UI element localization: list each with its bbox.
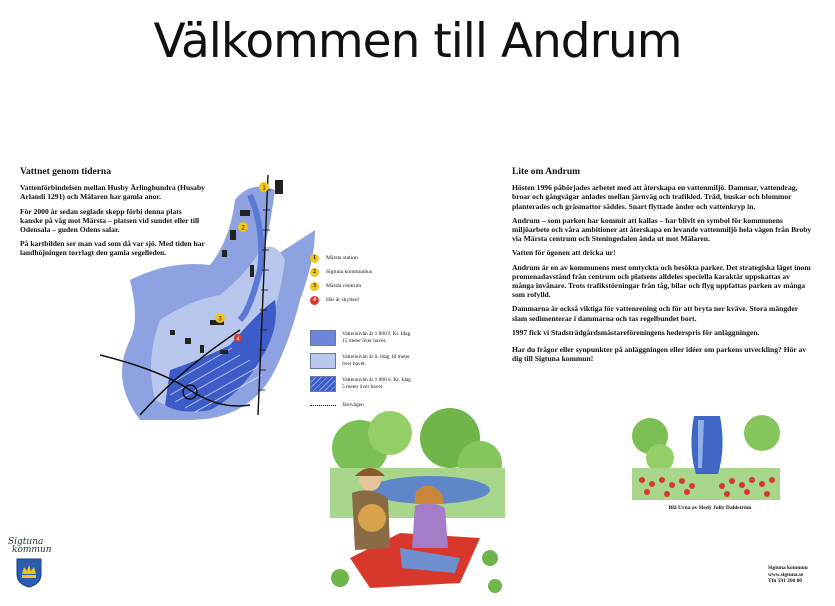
contact-info: [768, 565, 808, 585]
logo-line-1: Sigtuna: [8, 537, 44, 547]
water-swatch: [310, 330, 336, 346]
svg-text:1: 1: [262, 185, 266, 192]
marker-label: Märsta station: [326, 255, 358, 261]
water-label: Vattennivån år 0. Idag 10 meter över havet.: [342, 354, 410, 367]
historical-map: [100, 170, 410, 420]
svg-text:3: 3: [218, 316, 222, 323]
marker-2-icon: 2: [310, 268, 319, 277]
marker-label: Märsta centrum: [326, 283, 362, 289]
marker-4-icon: 4: [310, 296, 319, 305]
page-title: Välkommen till Andrum: [153, 14, 682, 69]
about-paragraph: 1997 fick vi Stadsträdgårdsmästareföreningens hederspris för anläggningen.: [512, 327, 760, 337]
marker-label: Här är skylten!: [326, 297, 360, 303]
about-section: [512, 168, 812, 368]
legend-water-1000bc: [310, 330, 414, 346]
legend-marker-2: [310, 268, 372, 277]
marker-3-icon: 3: [310, 282, 319, 291]
marker-1-icon: 1: [310, 254, 319, 263]
about-heading: Lite om Andrum: [512, 167, 581, 177]
water-label: Vattennivån år 1 000 f. Kr. Idag 15 meter över havet.: [342, 331, 411, 344]
history-paragraph: För 2000 år sedan seglade skepp förbi denna plats kanske på väg mot Märsta – platsen vid sundet eller till Odensala – guden Odens salar.: [20, 206, 200, 235]
railway-label: Järnvägen: [342, 402, 364, 408]
sculpture-illustration: [632, 408, 780, 500]
legend-water-year0: [310, 353, 414, 369]
about-paragraph: Har du frågor eller synpunkter på anläggningen eller idéer om parkens utveckling? Hör av dig till Sigtuna kommun!: [512, 345, 807, 364]
water-label: Vattennivån år 1 000 e. Kr. Idag 5 meter över havet.: [342, 377, 411, 390]
logo-line-2: kommun: [12, 545, 52, 555]
contact-website: www.sigtuna.se: [768, 571, 804, 578]
svg-text:4: 4: [236, 336, 240, 343]
history-paragraph: Vattenförbindelsen mellan Husby Ärlinghundra (Husaby Arlandi 1291) och Mälaren har gamla anor.: [20, 183, 205, 202]
contact-org: Sigtuna kommun: [768, 565, 808, 571]
sculpture-caption: Blå Urna av Hedy Jolly Dahlström: [668, 505, 752, 511]
water-swatch: [310, 376, 336, 392]
history-paragraph: På kartbilden ser man vad som då var sjö. Med tiden har landhöjningen torrlagt den gamla segelleden.: [20, 239, 205, 258]
about-paragraph: Dammarna är också viktiga för vattenrening och för att bryta ner kväve. Stora mängder slam sedimenterar i dammarna och tas regelbundet bort.: [512, 304, 799, 323]
svg-text:2: 2: [241, 225, 245, 232]
legend-marker-4: [310, 296, 360, 305]
park-illustration: [330, 408, 505, 598]
sigtuna-logo: [8, 538, 58, 593]
history-heading: Vattnet genom tiderna: [20, 167, 111, 177]
about-paragraph: Andrum är en av kommunens mest omtyckta och besökta parker. Det strategiska läget inom promenadavstånd från centrum och platsens alldeles speciella karaktär uppskattas av många invånare. Trots trafikstörningar från tåg, bilar och flyg uppfattas parken av många som rofylld.: [512, 262, 811, 300]
legend-water-1000ad: [310, 376, 414, 392]
water-swatch: [310, 353, 336, 369]
marker-label: Sigtuna kommunhus: [326, 269, 373, 275]
legend-marker-3: [310, 282, 361, 291]
about-paragraph: Vatten för ögonen att dricka ur!: [512, 248, 616, 258]
about-paragraph: Hösten 1996 påbörjades arbetet med att återskapa en vattenmiljö. Dammar, vattendrag, broar och gångvägar anlades mellan järnväg och trafikled. Träd, buskar och blommor planterades och gräsmattor såddes. Snart flyttade änder och vattenkryp in.: [512, 183, 798, 211]
map-legend: [310, 250, 420, 410]
contact-phone: Tfn 591 260 00: [768, 578, 802, 585]
about-paragraph: Andrum – som parken har kommit att kallas – har blivit en symbol för kommunens miljöarbete och våra ambitioner att återskapa en levande vattenmiljö hela vägen från Broby via Märsta centrum och Steningedalen ända ut mot Mälaren.: [512, 215, 812, 244]
railway-icon: [310, 405, 336, 406]
legend-marker-1: [310, 254, 358, 263]
coat-of-arms-icon: [16, 558, 42, 588]
